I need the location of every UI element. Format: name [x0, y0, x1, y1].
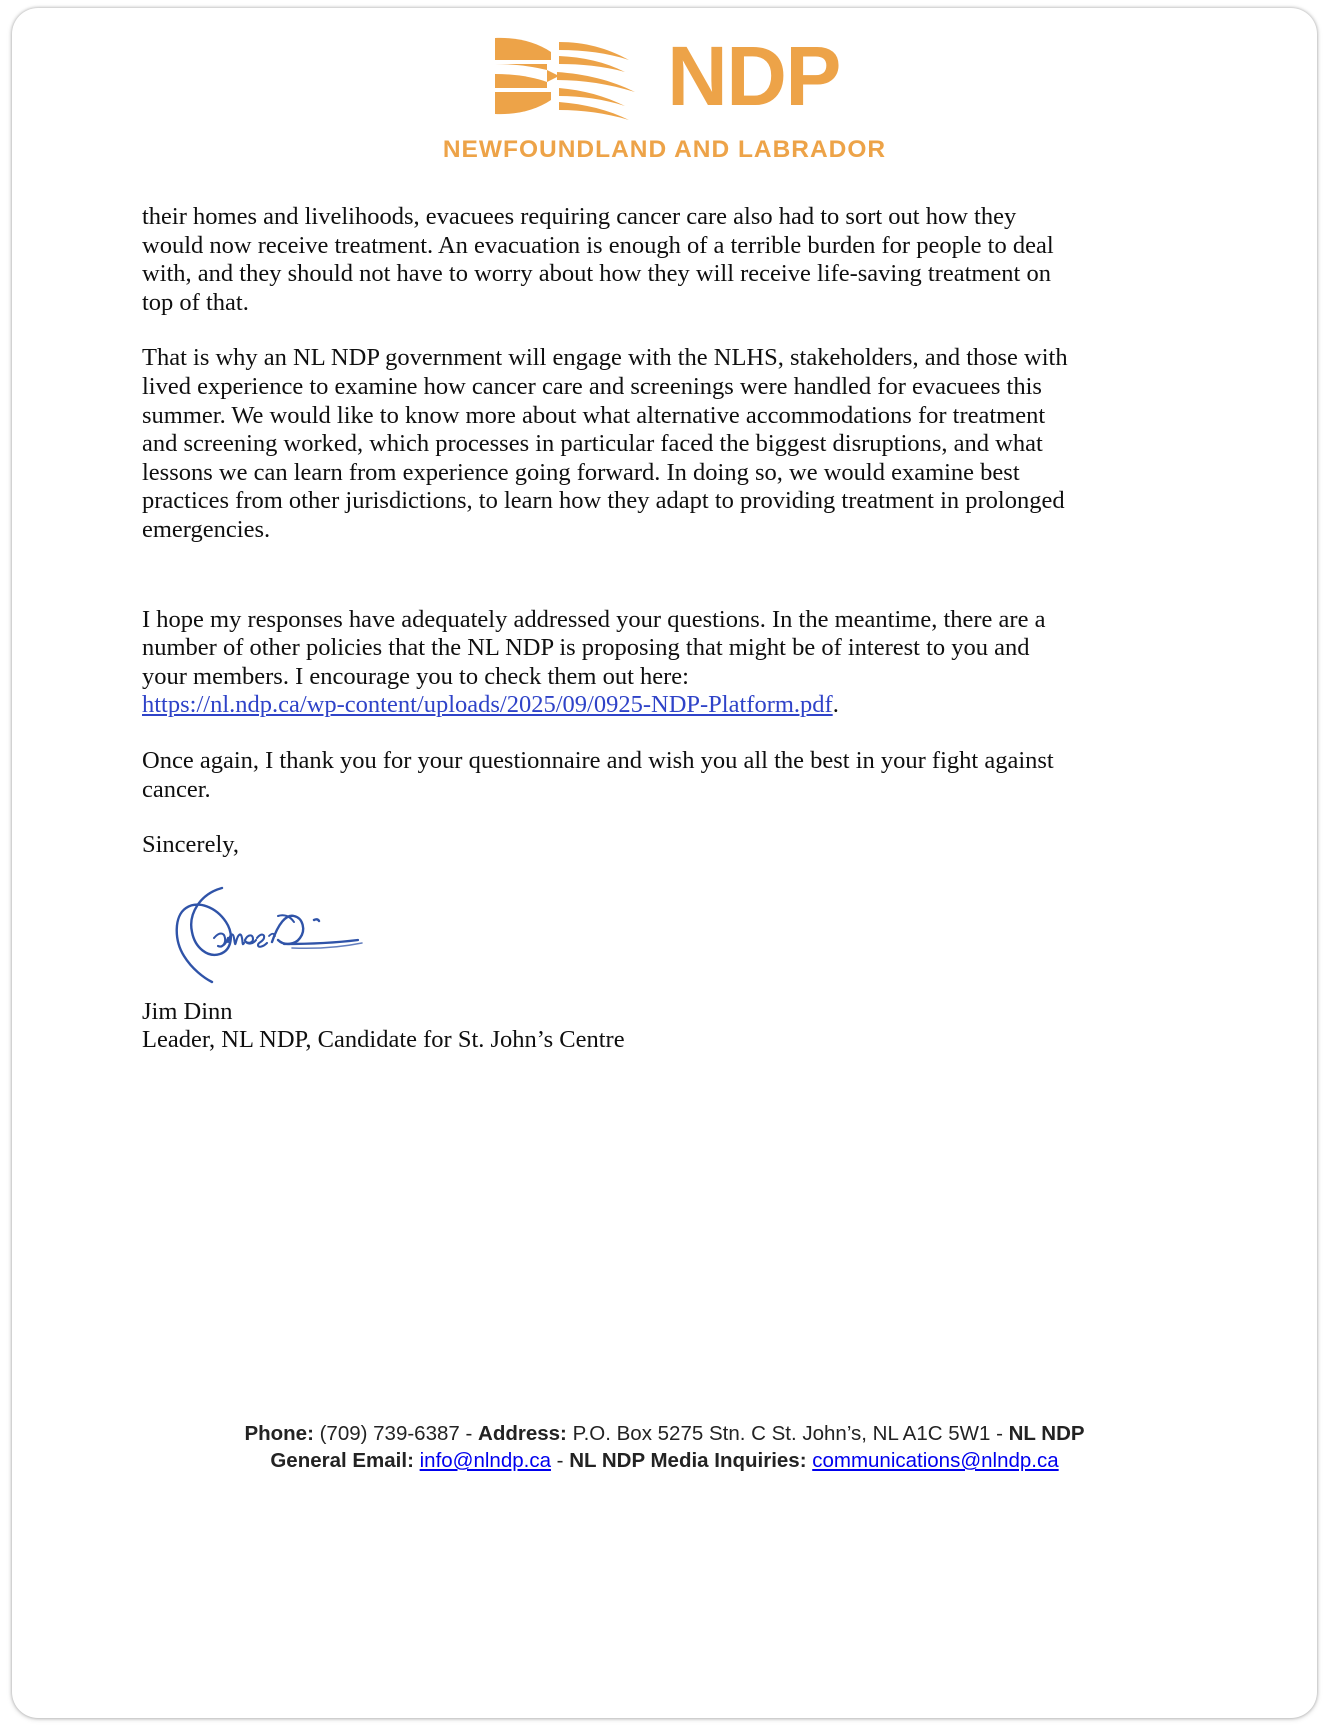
paragraph-1: their homes and livelihoods, evacuees requiring cancer care also had to sort out how they would now receive treatment. An evacuation is enough of a terrible burden for people to deal with, and they should not have to worry about how they will receive life-saving treatment on top of that.	[142, 203, 1054, 316]
logo-row	[489, 28, 840, 124]
general-email-link[interactable]: info@nlndp.ca	[419, 1449, 551, 1472]
signature-block	[142, 876, 1070, 992]
footer-phone-value: (709) 739-6387 -	[313, 1422, 479, 1445]
platform-pdf-link[interactable]: https://nl.ndp.ca/wp-content/uploads/2025/09/0925-NDP-Platform.pdf	[142, 691, 833, 719]
media-inquiries-email-link[interactable]: communications@nlndp.ca	[812, 1449, 1059, 1472]
page-footer	[0, 1420, 1329, 1474]
footer-email-label: General Email:	[270, 1449, 414, 1472]
footer-separator: -	[550, 1449, 570, 1472]
ndp-flag-logo-icon	[489, 30, 649, 122]
footer-phone-label: Phone:	[244, 1422, 314, 1445]
closing-intro-text: I hope my responses have adequately addressed your questions. In the meantime, there are a number of other policies that the NL NDP is proposing that might be of interest to you and your members. I encourage you to check them out here:	[142, 605, 1046, 690]
ndp-wordmark: NDP	[667, 29, 840, 123]
paragraph-closing-intro	[142, 606, 1070, 720]
footer-address-value: P.O. Box 5275 Stn. C St. John’s, NL A1C 5W1 -	[566, 1422, 1009, 1445]
letterhead	[0, 28, 1329, 164]
footer-contact-line	[0, 1420, 1329, 1447]
paragraph-2: That is why an NL NDP government will engage with the NLHS, stakeholders, and those with lived experience to examine how cancer care and screenings were handled for evacuees this summer. We would like to know more about what alternative accommodations for treatment and screening worked, which processes in particular faced the biggest disruptions, and what lessons we can learn from experience going forward. In doing so, we would examine best practices from other jurisdictions, to learn how they adapt to providing treatment in prolonged emergencies.	[142, 344, 1068, 543]
letterhead-subtitle: NEWFOUNDLAND AND LABRADOR	[442, 136, 887, 163]
footer-org-name: NL NDP	[1008, 1422, 1085, 1445]
paragraph-spacer	[142, 572, 1070, 606]
salutation: Sincerely,	[142, 831, 240, 859]
paragraph-thanks: Once again, I thank you for your questionnaire and wish you all the best in your fight against cancer.	[142, 746, 1054, 803]
letter-body	[142, 203, 1070, 1055]
signer-name: Jim Dinn	[142, 997, 233, 1025]
footer-media-label: NL NDP Media Inquiries:	[569, 1449, 807, 1472]
signer-title: Leader, NL NDP, Candidate for St. John’s Centre	[142, 1026, 625, 1054]
footer-email-line	[0, 1447, 1329, 1474]
link-trailing-period: .	[832, 691, 839, 719]
footer-address-label: Address:	[478, 1422, 567, 1445]
